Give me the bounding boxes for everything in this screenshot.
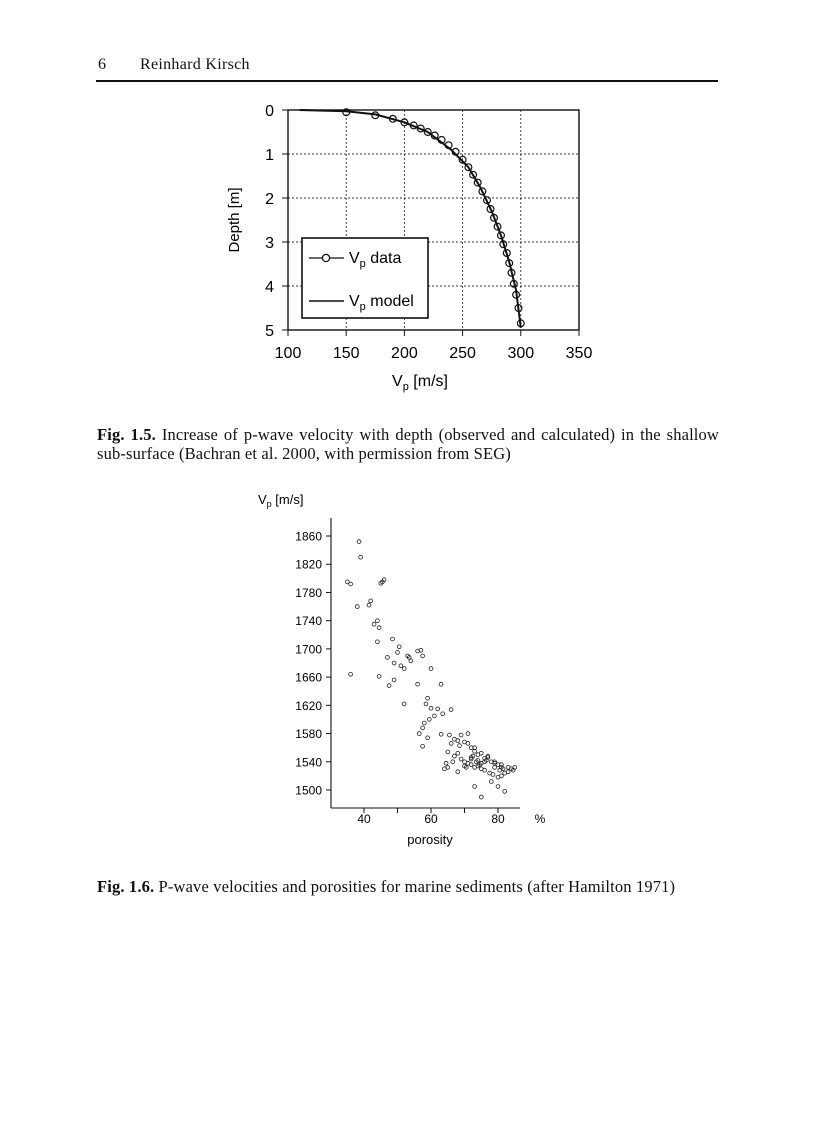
fig1-x-tick-label: 250 [449, 345, 476, 362]
fig1-y-axis-label: Depth [m] [226, 187, 243, 253]
fig2-y-tick-label: 1500 [295, 783, 322, 798]
figure-1-6-chart [0, 480, 816, 860]
fig2-data-point [459, 733, 463, 737]
fig2-data-point [441, 712, 445, 716]
fig2-data-point [456, 770, 460, 774]
fig2-data-point [459, 757, 463, 761]
fig2-data-point [449, 742, 453, 746]
fig2-y-tick-label: 1820 [295, 557, 322, 572]
fig2-data-point [421, 744, 425, 748]
legend-data-label: $V_p$ data [349, 250, 402, 270]
legend-data-marker [322, 254, 329, 261]
fig1-legend [302, 238, 428, 318]
figure-1-5-chart [0, 0, 816, 420]
fig1-y-tick-label: 0 [265, 103, 274, 120]
fig2-data-point [349, 582, 353, 586]
fig2-data-point [367, 603, 371, 607]
fig2-scatter-points [345, 540, 516, 799]
fig2-x-unit-label: % [534, 812, 546, 826]
fig2-data-point [473, 785, 477, 789]
fig2-data-point [479, 795, 483, 799]
fig2-data-point [369, 599, 373, 603]
fig2-data-point [409, 659, 413, 663]
figure-1-6-caption-text: P-wave velocities and porosities for marine sediments (after Hamilton 1971) [158, 877, 676, 896]
fig2-data-point [422, 721, 426, 725]
figure-1-5-label: Fig. 1.5. [97, 425, 156, 444]
fig2-data-point [479, 767, 483, 771]
page-number: 6 [98, 56, 106, 73]
fig2-data-point [355, 605, 359, 609]
fig2-data-point [359, 555, 363, 559]
fig2-data-point [421, 726, 425, 730]
fig2-data-point [402, 702, 406, 706]
fig2-data-point [397, 645, 401, 649]
fig2-data-point [372, 622, 376, 626]
fig2-data-point [496, 785, 500, 789]
fig1-x-tick-label: 200 [391, 345, 418, 362]
fig2-data-point [402, 667, 406, 671]
fig2-data-point [456, 751, 460, 755]
fig2-data-point [424, 702, 428, 706]
fig1-y-tick-label: 4 [265, 279, 274, 296]
fig1-x-tick-label: 350 [565, 345, 593, 362]
fig2-data-point [493, 766, 497, 770]
fig1-x-tick-label: 300 [507, 345, 535, 362]
fig2-data-point [473, 766, 477, 770]
fig2-y-tick-label: 1620 [295, 698, 322, 713]
fig2-data-point [463, 760, 467, 764]
fig2-data-point [417, 732, 421, 736]
fig2-y-tick-label: 1700 [295, 642, 322, 657]
fig2-y-axis-label: $V_p$ [m/s] [258, 492, 304, 509]
figure-1-6-label: Fig. 1.6. [97, 877, 155, 896]
fig1-x-tick-label: 100 [274, 345, 302, 362]
fig2-data-point [506, 766, 510, 770]
fig2-x-tick-label: 40 [357, 812, 371, 826]
figure-1-5-caption-text: Increase of p-wave velocity with depth (observed and calculated) in the shallow sub-surface (Bachran et al. 2000, with permission from SEG) [97, 425, 719, 463]
fig1-x-axis-label: $V_p$ [m/s] [392, 373, 448, 393]
fig2-data-point [377, 626, 381, 630]
fig2-data-point [466, 732, 470, 736]
fig2-data-point [479, 751, 483, 755]
fig2-data-point [421, 654, 425, 658]
fig2-x-tick-label: 80 [491, 812, 505, 826]
fig2-data-point [429, 667, 433, 671]
fig2-x-tick-labels [357, 812, 505, 826]
fig1-y-tick-label: 2 [265, 191, 274, 208]
fig2-x-axis-label: porosity [407, 832, 453, 847]
fig2-data-point [386, 656, 390, 660]
fig2-data-point [426, 736, 430, 740]
fig1-y-tick-label: 3 [265, 235, 274, 252]
fig2-data-point [392, 678, 396, 682]
fig2-data-point [376, 619, 380, 623]
fig2-data-point [439, 732, 443, 736]
fig2-data-point [416, 682, 420, 686]
fig2-data-point [439, 682, 443, 686]
fig2-data-point [396, 651, 400, 655]
fig2-data-point [443, 767, 447, 771]
fig2-data-point [399, 664, 403, 668]
fig2-data-point [448, 733, 452, 737]
fig2-y-tick-labels [295, 530, 322, 798]
fig2-y-tick-label: 1860 [295, 529, 322, 544]
fig2-data-point [349, 672, 353, 676]
fig2-ticks [326, 536, 498, 813]
fig2-data-point [449, 708, 453, 712]
fig2-data-point [453, 754, 457, 758]
fig2-data-point [488, 771, 492, 775]
fig2-data-point [466, 742, 470, 746]
fig2-x-tick-label: 60 [424, 812, 438, 826]
fig2-y-tick-label: 1540 [295, 755, 322, 770]
fig1-x-tick-labels [275, 345, 593, 362]
fig2-data-point [427, 718, 431, 722]
figure-1-6-caption [97, 877, 719, 896]
fig2-data-point [451, 760, 455, 764]
fig2-data-point [433, 714, 437, 718]
fig2-data-point [453, 737, 457, 741]
fig2-data-point [387, 684, 391, 688]
fig1-y-tick-label: 1 [265, 147, 274, 164]
running-head-author: Reinhard Kirsch [140, 56, 250, 73]
fig2-data-point [503, 790, 507, 794]
fig1-y-tick-label: 5 [265, 323, 274, 340]
fig2-data-point [376, 640, 380, 644]
fig2-data-point [392, 661, 396, 665]
fig1-y-tick-labels [265, 103, 274, 340]
fig2-data-point [489, 780, 493, 784]
fig2-data-point [444, 761, 448, 765]
fig2-data-point [357, 540, 361, 544]
figure-1-5-caption [97, 425, 719, 463]
fig2-data-point [446, 750, 450, 754]
fig2-y-tick-label: 1580 [295, 727, 322, 742]
fig2-data-point [426, 696, 430, 700]
fig2-y-tick-label: 1660 [295, 670, 322, 685]
fig2-y-tick-label: 1780 [295, 585, 322, 600]
legend-model-label: $V_p$ model [349, 293, 414, 313]
fig2-data-point [458, 744, 462, 748]
fig2-data-point [429, 706, 433, 710]
fig2-data-point [436, 707, 440, 711]
fig2-data-point [506, 770, 510, 774]
fig2-data-point [377, 675, 381, 679]
fig2-data-point [496, 775, 500, 779]
fig1-x-tick-label: 150 [332, 345, 360, 362]
fig2-y-tick-label: 1740 [295, 614, 322, 629]
fig2-data-point [391, 637, 395, 641]
